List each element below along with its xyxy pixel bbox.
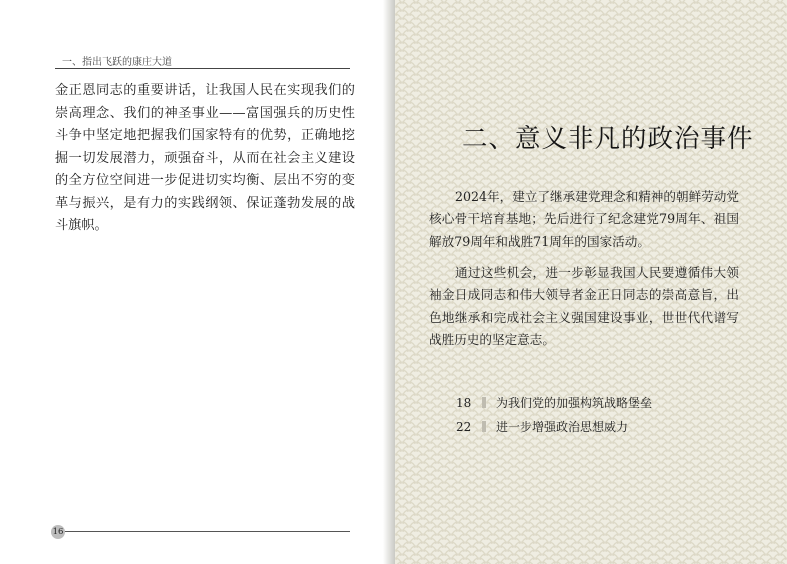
- toc-page-number: 22: [456, 420, 472, 434]
- page-number: 16: [52, 527, 64, 537]
- intro-paragraph-2: 通过这些机会，进一步彰显我国人民要遵循伟大领袖金日成同志和伟大领导者金正日同志的崇高意旨，出色地继承和完成社会主义强国建设事业，世世代代谱写战胜历史的坚定意志。: [429, 265, 739, 347]
- book-spine: [383, 0, 395, 564]
- left-page: [0, 0, 383, 564]
- toc-page-number: 18: [456, 396, 472, 410]
- running-head: 一、指出飞跃的康庄大道: [62, 57, 172, 68]
- toc-title: 为我们党的加强构筑战略堡垒: [496, 396, 653, 410]
- intro-paragraph-1: 2024年，建立了继承建党理念和精神的朝鲜劳动党核心骨干培育基地；先后进行了纪念建党79周年、祖国解放79周年和战胜71周年的国家活动。: [429, 189, 739, 249]
- toc-title: 进一步增强政治思想威力: [496, 420, 629, 434]
- toc-entry[interactable]: [456, 394, 716, 411]
- chapter-title: 二、意义非凡的政治事件: [462, 124, 754, 154]
- footer-rule: [62, 531, 350, 532]
- toc-entry[interactable]: [456, 418, 716, 435]
- toc-divider: [482, 421, 486, 432]
- toc-divider: [482, 397, 486, 408]
- header-rule: [55, 68, 350, 69]
- body-paragraph: 金正恩同志的重要讲话，让我国人民在实现我们的崇高理念、我们的神圣事业——富国强兵的历史性斗争中坚定地把握我们国家特有的优势，正确地挖掘一切发展潜力，顽强奋斗，从而在社会主义建设的全方位空间进一步促进切实均衡、层出不穷的变革与振兴，是有力的实践纲领、保证蓬勃发展的战斗旗帜。: [55, 83, 355, 233]
